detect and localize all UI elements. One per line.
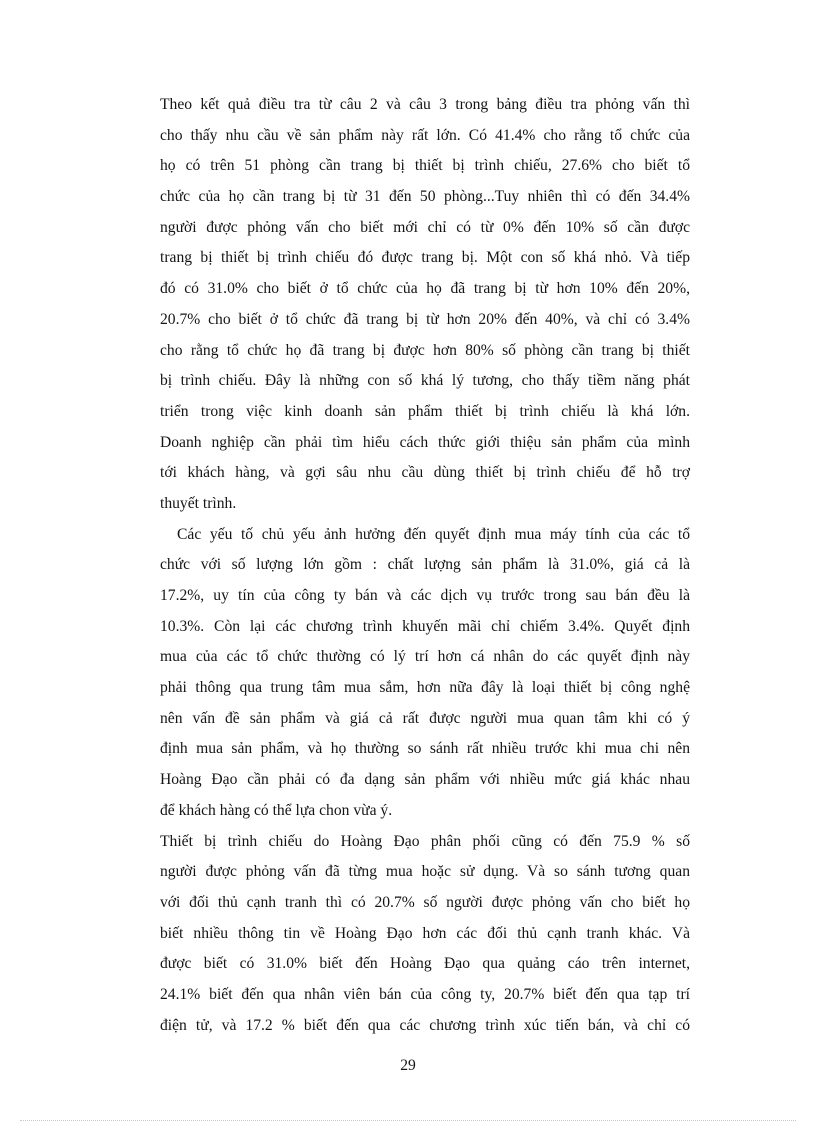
text-line: 20.7% cho biết ở tổ chức đã trang bị từ hơn 20% đến 40%, và chỉ có 3.4% <box>160 310 690 328</box>
text-line: cho thấy nhu cầu về sản phẩm này rất lớn. Có 41.4% cho rằng tổ chức của <box>160 126 690 144</box>
text-line: điện tử, và 17.2 % biết đến qua các chương trình xúc tiến bán, và chỉ có <box>160 1016 690 1034</box>
text-line: để khách hàng có thể lựa chon vừa ý. <box>160 801 393 819</box>
text-line: biết nhiều thông tin về Hoàng Đạo hơn các đối thủ cạnh tranh khác. Và <box>160 924 690 942</box>
text-line: với đối thủ cạnh tranh thì có 20.7% số người được phỏng vấn cho biết họ <box>160 893 690 911</box>
text-line: nên vấn đề sản phẩm và giá cả rất được người mua quan tâm khi có ý <box>160 709 690 727</box>
text-line: người được phỏng vấn cho biết mới chỉ có từ 0% đến 10% số cần được <box>160 218 690 236</box>
text-line: Thiết bị trình chiếu do Hoàng Đạo phân phối cũng có đến 75.9 % số <box>160 832 690 850</box>
text-line: mua của các tổ chức thường có lý trí hơn cá nhân do các quyết định này <box>160 648 690 666</box>
text-line: Các yếu tố chủ yếu ảnh hưởng đến quyết định mua máy tính của các tổ <box>177 525 690 543</box>
text-line: bị trình chiếu. Đây là những con số khá lý tương, cho thấy tiềm năng phát <box>160 372 690 390</box>
text-line: 24.1% biết đến qua nhân viên bán của công ty, 20.7% biết đến qua tạp trí <box>160 985 690 1003</box>
text-line: tới khách hàng, và gợi sâu nhu cầu dùng thiết bị trình chiếu để hỗ trợ <box>160 464 690 482</box>
page-number: 29 <box>400 1057 416 1074</box>
text-line: phải thông qua trung tâm mua sắm, hơn nữa đây là loại thiết bị công nghệ <box>160 679 690 697</box>
text-line: cho rằng tổ chức họ đã trang bị được hơn 80% số phòng cần trang bị thiết <box>160 341 690 359</box>
text-line: được biết có 31.0% biết đến Hoàng Đạo qua quảng cáo trên internet, <box>160 955 690 973</box>
body-text <box>160 90 690 1041</box>
page-bottom-divider <box>20 1120 796 1121</box>
text-line: họ có trên 51 phòng cần trang bị thiết bị trình chiếu, 27.6% cho biết tổ <box>160 157 690 175</box>
text-line: chức với số lượng lớn gồm : chất lượng sản phẩm là 31.0%, giá cả là <box>160 556 690 574</box>
text-line: 10.3%. Còn lại các chương trình khuyến mãi chỉ chiếm 3.4%. Quyết định <box>160 617 690 635</box>
text-line: chức của họ cần trang bị từ 31 đến 50 phòng...Tuy nhiên thì có đến 34.4% <box>160 188 690 206</box>
text-line: 17.2%, uy tín của công ty bán và các dịch vụ trước trong sau bán đều là <box>160 587 690 604</box>
text-line: Hoàng Đạo cần phải có đa dạng sản phẩm với nhiều mức giá khác nhau <box>160 771 690 789</box>
text-line: người được phỏng vấn đã từng mua hoặc sử dụng. Và so sánh tương quan <box>160 863 690 881</box>
text-line: Theo kết quả điều tra từ câu 2 và câu 3 trong bảng điều tra phỏng vấn thì <box>160 96 690 113</box>
text-line: định mua sản phẩm, và họ thường so sánh rất nhiều trước khi mua chi nên <box>160 740 690 758</box>
text-line: trang bị thiết bị trình chiếu đó được trang bị. Một con số khá nhỏ. Và tiếp <box>160 249 690 267</box>
text-line: thuyết trình. <box>160 494 237 512</box>
text-line: triển trong việc kinh doanh sản phẩm thiết bị trình chiếu là khá lớn. <box>160 402 690 420</box>
text-line: Doanh nghiệp cần phải tìm hiểu cách thức giới thiệu sản phẩm của mình <box>160 433 690 451</box>
text-line: đó có 31.0% cho biết ở tổ chức của họ đã trang bị từ hơn 10% đến 20%, <box>160 280 690 298</box>
